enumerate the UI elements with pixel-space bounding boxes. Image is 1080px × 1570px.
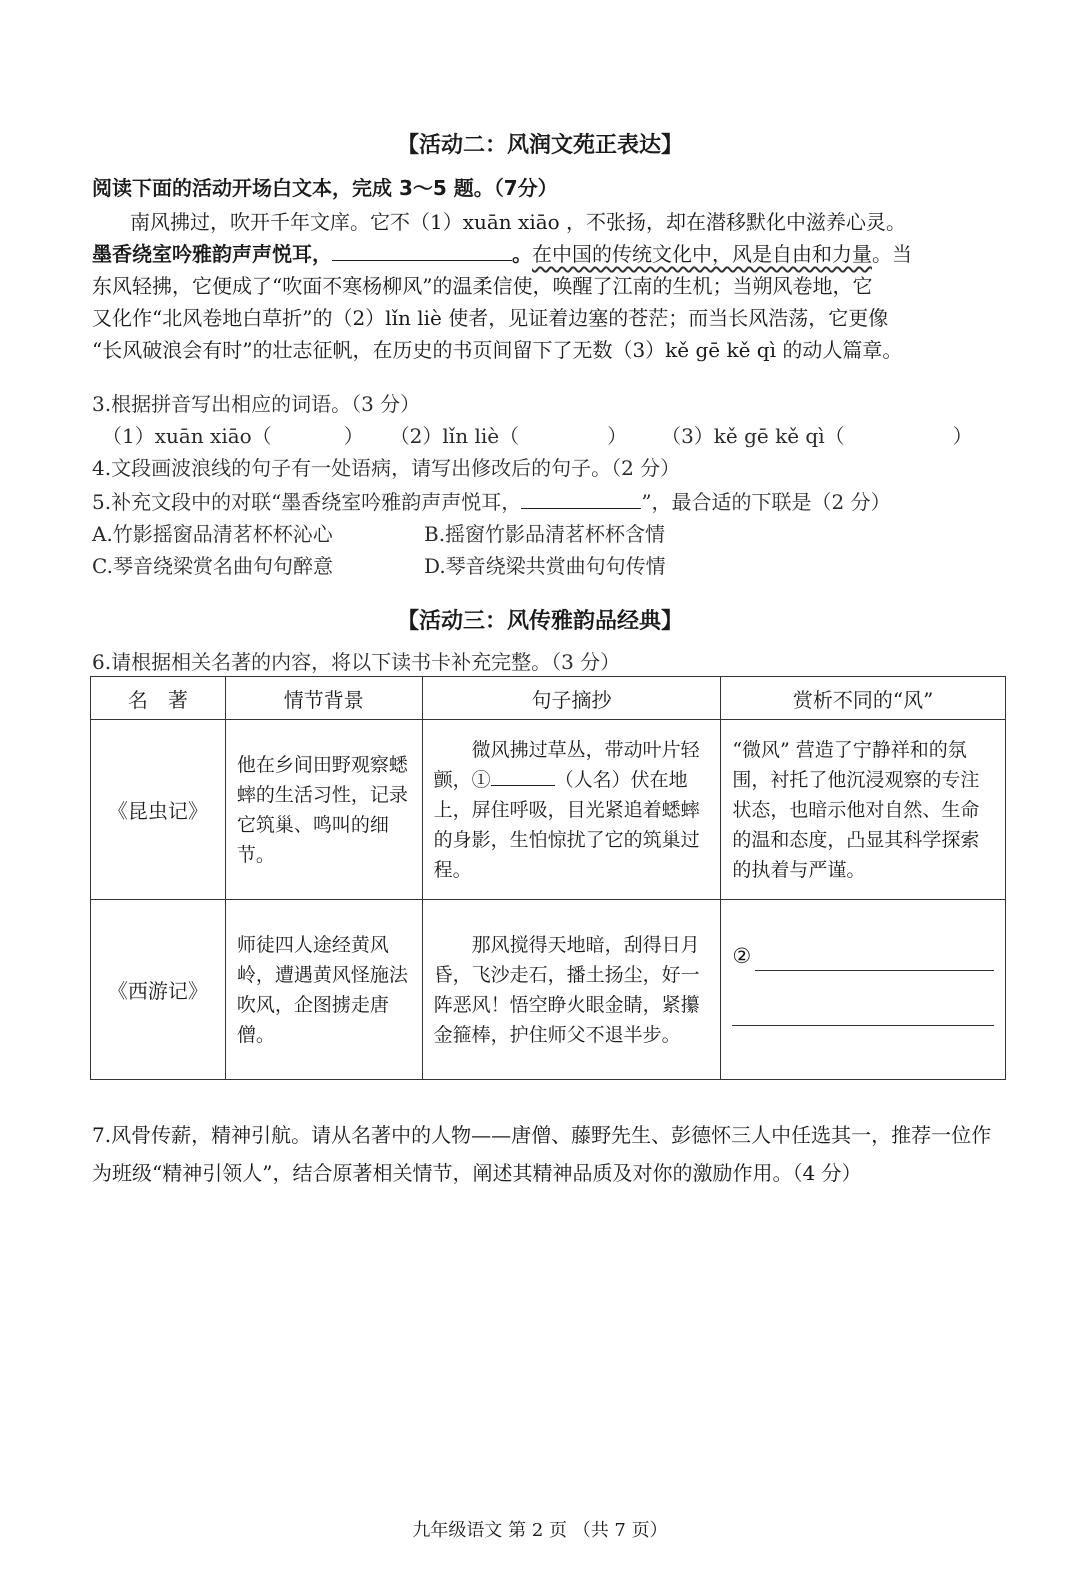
section2-intro: 阅读下面的活动开场白文本，完成 3～5 题。（7分） <box>92 176 558 200</box>
table-row <box>91 720 1006 900</box>
couplet-end-punct: 。 <box>512 242 532 266</box>
q5-option-c: C.琴音绕梁赏名曲句句醉意 <box>92 554 333 578</box>
q3-item-1-close: ） <box>343 424 364 448</box>
couplet-upper: 墨香绕室吟雅韵声声悦耳， <box>92 242 332 266</box>
row2-analysis-mark: ② <box>732 944 752 968</box>
q3-stem: 3.根据拼音写出相应的词语。（3 分） <box>92 392 421 416</box>
row1-quote-cell <box>422 720 721 900</box>
header-book: 名 著 <box>91 677 226 720</box>
row1-analysis-cell <box>721 720 1006 900</box>
header-quote: 句子摘抄 <box>422 677 721 720</box>
row1-quote-b: （人名）伏在地上，屏住呼吸，目光紧追着蟋蟀的身影，生怕惊扰了它的筑巢过程。 <box>433 768 700 881</box>
row1-analysis: “微风” 营造了宁静祥和的氛围，衬托了他沉浸观察的专注状态，也暗示他对自然、生命的温和态度，凸显其科学探索的执着与严谨。 <box>732 738 980 881</box>
q5-option-b: B.摇窗竹影品清茗杯杯含情 <box>424 522 666 546</box>
row2-background-cell <box>225 900 422 1080</box>
header-analysis: 赏析不同的“风” <box>721 677 1006 720</box>
row1-background: 他在乡间田野观察蟋蟀的生活习性，记录它筑巢、鸣叫的细节。 <box>236 753 408 866</box>
row2-book: 《西游记》 <box>91 900 226 1080</box>
passage-line-5: “长风破浪会有时”的壮志征帆，在历史的书页间留下了无数（3）kě gē kě qì 的动人篇章。 <box>92 338 903 362</box>
q5-option-d: D.琴音绕梁共赏曲句句传情 <box>424 554 666 578</box>
section2-title: 【活动二：风润文苑正表达】 <box>396 133 683 158</box>
passage-line-1: 南风拂过，吹开千年文庠。它不（1）xuān xiāo ，不张扬，却在潜移默化中滋养心灵。 <box>130 210 907 234</box>
q6-stem: 6.请根据相关名著的内容，将以下读书卡补充完整。（3 分） <box>92 650 621 674</box>
q5-blank[interactable] <box>521 490 641 509</box>
passage-line-4: 又化作“北风卷地白草折”的（2）lǐn liè 使者，见证着边塞的苍茫；而当长风浩荡，它更像 <box>92 306 889 330</box>
q4-stem: 4.文段画波浪线的句子有一处语病，请写出修改后的句子。（2 分） <box>92 456 681 480</box>
q3-item-2: （2）lǐn liè（ <box>389 424 520 448</box>
row2-analysis[interactable] <box>722 901 1004 1044</box>
q3-item-3-close: ） <box>952 424 973 448</box>
row2-quote: 那风搅得天地暗，刮得日月昏，飞沙走石，播土扬尘，好一阵恶风！悟空睁火眼金睛，紧攥金箍棒，护住师父不退半步。 <box>433 933 700 1046</box>
row2-analysis-cell <box>721 900 1006 1080</box>
q5-stem <box>92 486 891 518</box>
row2-background: 师徒四人途经黄风岭，遭遇黄风怪施法吹风，企图掳走唐僧。 <box>236 933 408 1046</box>
q7-text: 7.风骨传薪，精神引航。请从名著中的人物——唐僧、藤野先生、彭德怀三人中任选其一，推荐一位作为班级“精神引领人”，结合原著相关情节，阐述其精神品质及对你的激励作用。（4 分） <box>92 1123 992 1185</box>
passage-line-2 <box>92 238 912 270</box>
row1-name-blank[interactable] <box>491 767 555 786</box>
row1-book: 《昆虫记》 <box>91 720 226 900</box>
header-background: 情节背景 <box>225 677 422 720</box>
passage-line-3: 东风轻拂，它便成了“吹面不寒杨柳风”的温柔信使，唤醒了江南的生机；当朔风卷地，它 <box>92 274 873 298</box>
row1-quote-a: 微风拂过草丛，带动叶片轻颤，① <box>433 738 700 791</box>
table-header-row <box>91 677 1006 720</box>
row1-quote <box>424 731 720 889</box>
row1-background-cell <box>225 720 422 900</box>
row2-quote-cell <box>422 900 721 1080</box>
section3-title: 【活动三：风传雅韵品经典】 <box>396 609 683 634</box>
row2-answer-line-2[interactable] <box>732 997 994 1026</box>
q3-items <box>102 420 973 452</box>
q3-item-1: （1）xuān xiāo（ <box>102 424 272 448</box>
q3-item-2-close: ） <box>607 424 628 448</box>
q5-stem-a: 5.补充文段中的对联“墨香绕室吟雅韵声声悦耳， <box>92 490 522 514</box>
table-row <box>91 900 1006 1080</box>
q5-stem-b: ”，最合适的下联是（2 分） <box>641 490 891 514</box>
passage-line-2-tail: 。当 <box>872 242 912 266</box>
reading-card-table <box>90 676 1006 1080</box>
q5-option-a: A.竹影摇窗品清茗杯杯沁心 <box>92 522 333 546</box>
couplet-blank <box>332 242 512 261</box>
row2-answer-line-1[interactable] <box>755 942 994 971</box>
q3-item-3: （3）kě gē kě qì（ <box>661 424 845 448</box>
wavy-sentence: 在中国的传统文化中，风是自由和力量 <box>532 242 872 266</box>
page-footer: 九年级语文 第 2 页 （共 7 页） <box>412 1520 668 1541</box>
